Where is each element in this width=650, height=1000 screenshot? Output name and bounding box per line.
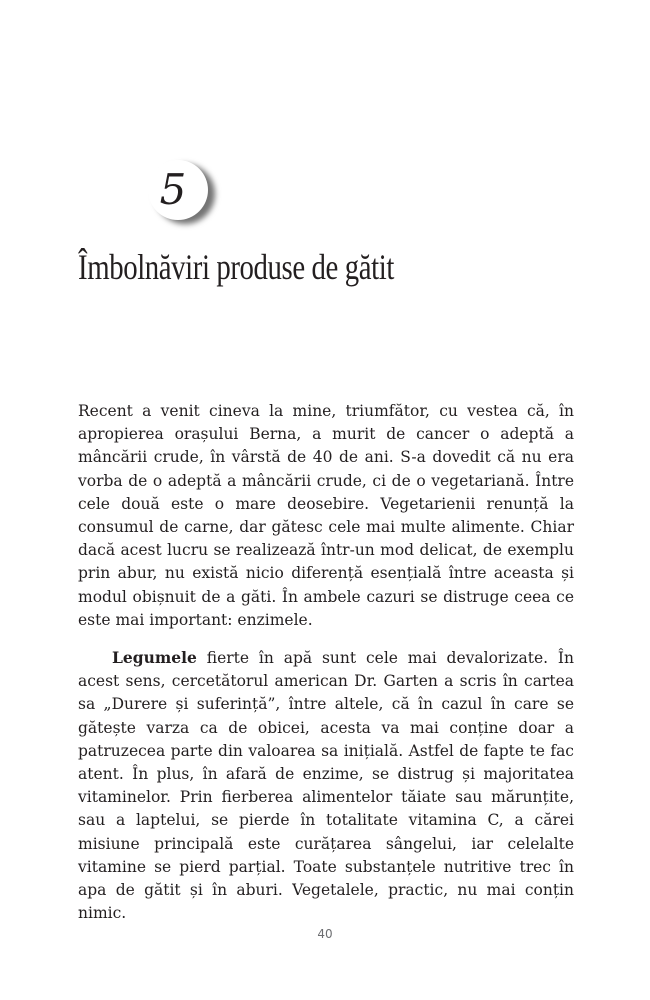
page-number: 40 <box>317 927 333 941</box>
paragraph-intro: Recent a venit cineva la mine, triumfător, cu vestea că, în apropierea orașului Berna, a murit de cancer o adeptă a mâncării crude, în vârstă de 40 de ani. S-a dovedit că nu era vorba de o adeptă a mâncării crude, ci de o vegetariană. Între cele două este o mare deosebire. Vegetarienii renunță la consumul de carne, dar gătesc cele mai multe alimente. Chiar dacă acest lucru se realizează într-un mod delicat, de exemplu prin abur, nu există nicio diferență esențială între aceasta și modul obișnuit de a găti. În ambele cazuri se distruge ceea ce este mai important: enzimele. <box>78 402 574 629</box>
bold-term: Legumele <box>112 648 197 668</box>
chapter-title: Îmbolnăviri produse de gătit <box>78 247 394 287</box>
paragraph-text: fierte în apă sunt cele mai devalorizate. În acest sens, cercetătorul american Dr. Garten a scris în cartea sa „Durere și suferință”, între altele, că în cazul în care se gătește varza ca de obicei, acesta va mai conține doar a patruzecea parte din valoarea sa inițială. Astfel de fapte te fac atent. În plus, în afară de enzime, se distrug și majoritatea vitaminelor. Prin fierberea alimentelor tăiate sau mărunțite, sau a laptelui, se pierde în totalitate vitamina C, a cărei misiune principală este curățarea sângelui, iar celelalte vitamine se pierd parțial. Toate substanțele nutritive trec în apa de gătit și în aburi. Vegetalele, practic, nu mai conțin nimic. <box>78 649 574 923</box>
paragraph-vegetables <box>78 646 574 925</box>
chapter-body <box>78 400 574 925</box>
chapter-number: 5 <box>159 165 187 214</box>
